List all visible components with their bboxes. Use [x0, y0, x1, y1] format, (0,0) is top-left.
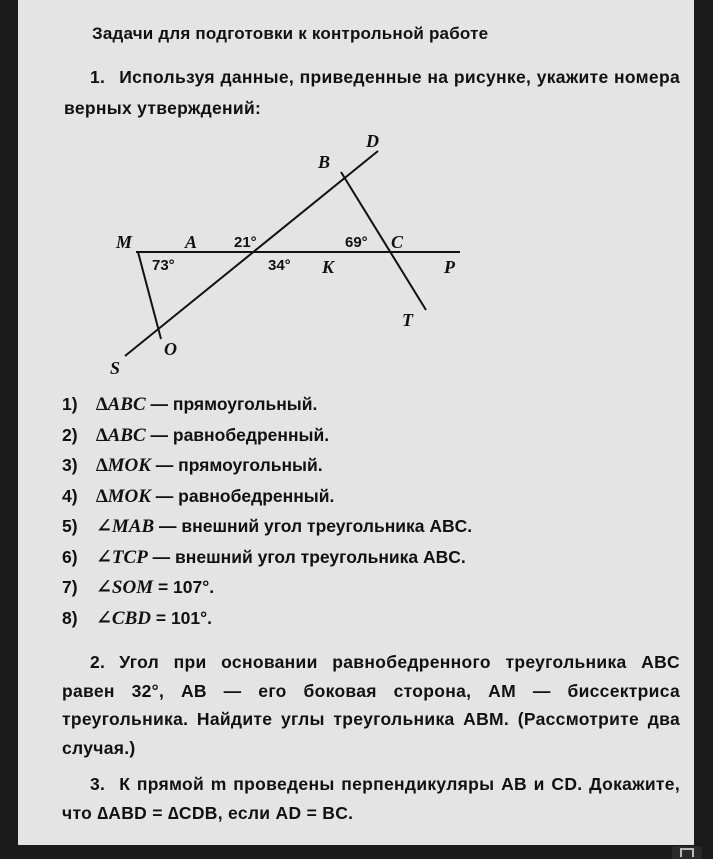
label-D: D [366, 131, 379, 151]
statement-item [62, 389, 472, 420]
page-title: Задачи для подготовки к контрольной работе [92, 24, 489, 43]
label-O: O [164, 339, 177, 359]
statement-text: = 101°. [151, 607, 213, 628]
statement-number: 4) [62, 485, 78, 506]
statement-item [62, 450, 472, 481]
statement-math: ∆ABC [96, 394, 146, 415]
statements-list [62, 389, 472, 633]
angle-21: 21° [234, 234, 257, 251]
label-S: S [110, 358, 121, 378]
statement-number: 6) [62, 546, 78, 567]
label-P: P [444, 257, 455, 277]
label-B: B [318, 152, 331, 172]
statement-math: ∠CBD [96, 607, 151, 629]
statement-math: ∆MOK [96, 485, 151, 507]
line-sd [125, 151, 378, 356]
statement-number: 3) [62, 455, 78, 475]
angle-73: 73° [152, 257, 175, 274]
statement-item [62, 572, 472, 603]
task-1-number: 1. [90, 67, 106, 87]
statement-number: 1) [62, 394, 78, 414]
statement-text: — прямоугольный. [150, 455, 323, 475]
statement-math: ∆ABC [96, 424, 146, 446]
statement-text: — внешний угол треугольника ABC. [154, 516, 473, 536]
statement-math: ∠SOM [96, 577, 154, 598]
label-K: K [322, 257, 335, 277]
task-3-number: 3. [90, 774, 106, 794]
statement-math: ∠MAB [96, 516, 155, 537]
task-1-text: Используя данные, приведенные на рисунке, укажите номера верных утверждений: [64, 67, 680, 118]
statement-item [62, 542, 472, 573]
statement-math: ∆MOK [96, 455, 151, 476]
statement-item [62, 420, 472, 451]
statement-text: = 107°. [153, 577, 215, 597]
statement-number: 7) [62, 577, 78, 597]
label-A: A [185, 232, 198, 252]
fullscreen-icon[interactable] [672, 846, 702, 859]
worksheet-page [18, 0, 694, 845]
statement-item [62, 511, 472, 542]
task-2-number: 2. [90, 652, 106, 672]
statement-number: 8) [62, 607, 78, 628]
geometry-figure [18, 0, 694, 385]
task-2-text: Угол при основании равнобедренного треугольника ABC равен 32°, AB — его боковая сторона, AM — биссектриса треугольника. Найдите углы треугольника ABM. (Рассмотрите два случая.) [62, 652, 680, 758]
statement-text: — равнобедренный. [145, 424, 330, 445]
statement-number: 5) [62, 516, 78, 536]
label-T: T [402, 310, 413, 330]
statement-item [62, 481, 472, 512]
label-C: C [391, 232, 404, 252]
label-M: M [116, 232, 133, 252]
task-3-text: К прямой m проведены перпендикуляры AB и CD. Докажите, что ∆ABD = ∆CDB, если AD = BC. [62, 774, 680, 823]
statement-math: ∠TCP [96, 546, 148, 568]
statement-text: — прямоугольный. [145, 394, 318, 414]
statement-item [62, 603, 472, 634]
angle-69: 69° [345, 234, 368, 251]
statement-number: 2) [62, 424, 78, 445]
statement-text: — внешний угол треугольника ABC. [147, 546, 466, 567]
task-3 [62, 770, 680, 828]
angle-34: 34° [268, 257, 291, 274]
statement-text: — равнобедренный. [150, 485, 335, 506]
task-2 [62, 648, 680, 762]
